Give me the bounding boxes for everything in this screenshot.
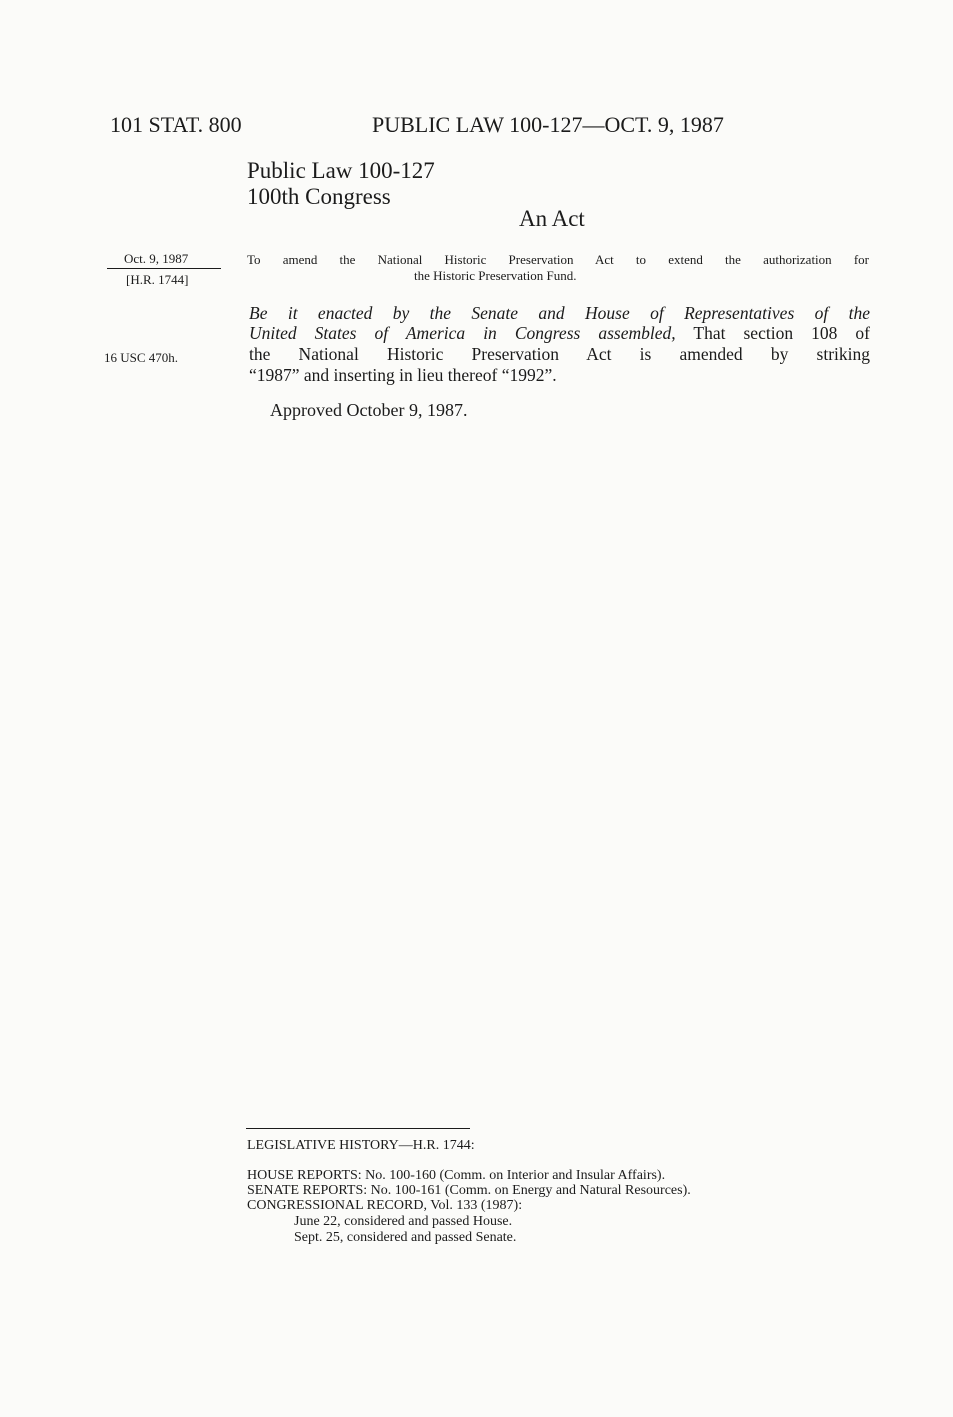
approval-date: Approved October 9, 1987. — [270, 400, 468, 420]
purpose-line-2: the Historic Preservation Fund. — [414, 268, 577, 283]
margin-note-usc: 16 USC 470h. — [104, 350, 179, 365]
senate-reports: SENATE REPORTS: No. 100-161 (Comm. on Energy and Natural Resources). — [247, 1183, 691, 1198]
enacting-clause-italic: United States of America in Congress assembled, — [249, 323, 676, 343]
footnote-divider — [246, 1128, 470, 1129]
congress-number: 100th Congress — [247, 184, 391, 209]
margin-note-bill: [H.R. 1744] — [126, 272, 189, 287]
enacting-clause-line-3: the National Historic Preservation Act is amended by striking — [249, 344, 870, 364]
public-law-number: Public Law 100-127 — [247, 158, 435, 183]
enacting-clause-line-4: “1987” and inserting in lieu thereof “1992”. — [249, 365, 557, 385]
record-entry: Sept. 25, considered and passed Senate. — [294, 1230, 517, 1245]
enacting-clause-line-2 — [249, 323, 870, 344]
act-heading: An Act — [519, 206, 585, 231]
margin-note-divider — [107, 268, 221, 269]
record-entry: June 22, considered and passed House. — [294, 1214, 513, 1229]
congressional-record: CONGRESSIONAL RECORD, Vol. 133 (1987): — [247, 1198, 523, 1213]
running-header-title: PUBLIC LAW 100-127—OCT. 9, 1987 — [372, 112, 724, 137]
enacting-clause-line-1: Be it enacted by the Senate and House of Representatives of the — [249, 303, 870, 323]
legislative-history-heading: LEGISLATIVE HISTORY—H.R. 1744: — [247, 1138, 475, 1153]
margin-note-date: Oct. 9, 1987 — [124, 251, 189, 266]
house-reports: HOUSE REPORTS: No. 100-160 (Comm. on Interior and Insular Affairs). — [247, 1168, 666, 1183]
enacting-clause-text: That section 108 of — [675, 323, 870, 343]
stat-page-number: 101 STAT. 800 — [110, 112, 242, 137]
purpose-line-1: To amend the National Historic Preservation Act to extend the authorization for — [247, 252, 869, 267]
